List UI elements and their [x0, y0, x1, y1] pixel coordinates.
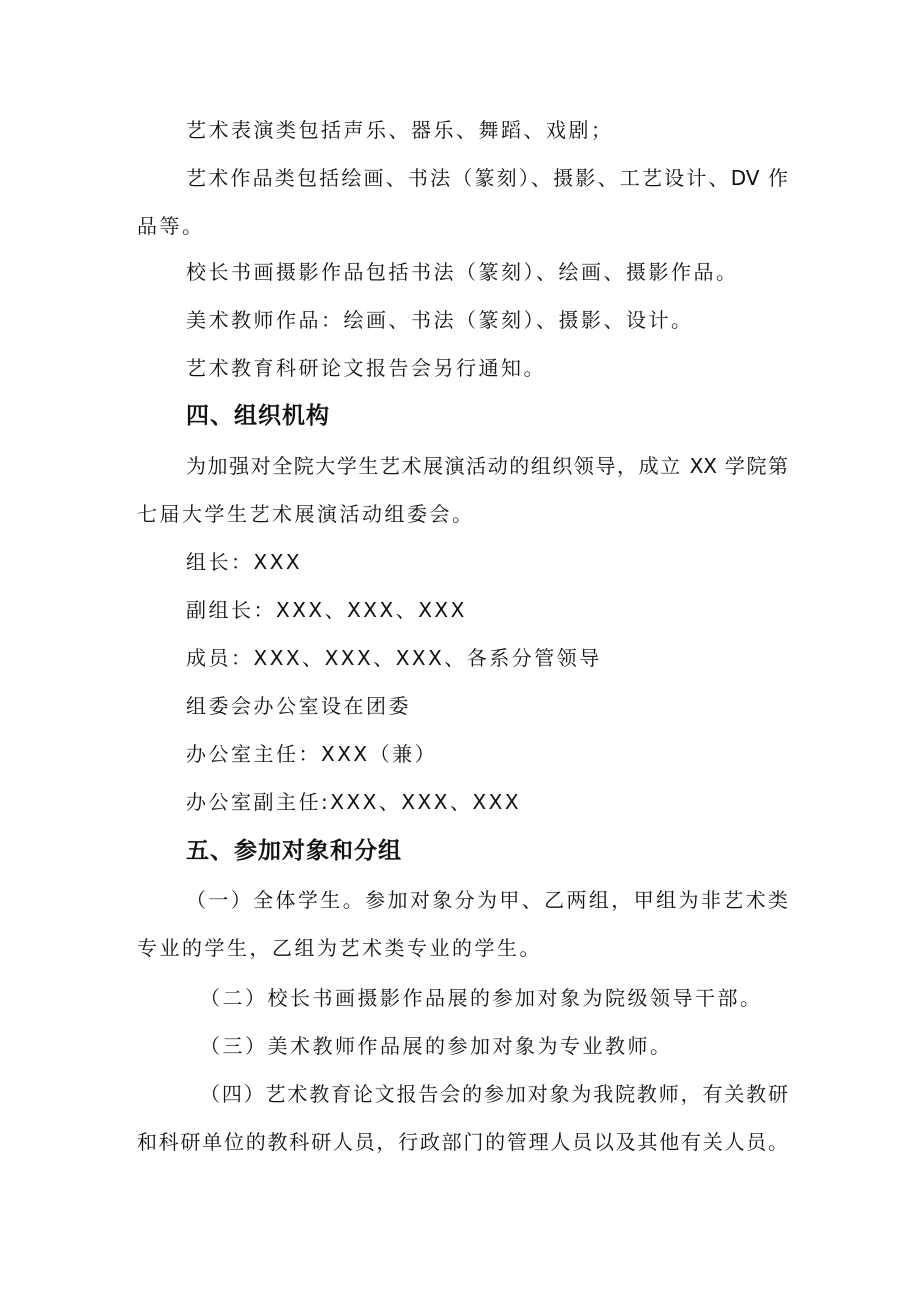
participants-item1-line-2: 专业的学生，乙组为艺术类专业的学生。: [137, 936, 542, 960]
participants-item2-line: （二）校长书画摄影作品展的参加对象为院级领导干部。: [200, 986, 763, 1010]
deputy-leader-line: 副组长：XXX、XXX、XXX: [186, 598, 467, 622]
participants-item3-line: （三）美术教师作品展的参加对象为专业教师。: [200, 1034, 673, 1058]
office-location-line: 组委会办公室设在团委: [186, 694, 411, 718]
participants-item4-line-1: （四）艺术教育论文报告会的参加对象为我院教师，有关教研: [200, 1082, 788, 1106]
participants-item1-line-1: （一）全体学生。参加对象分为甲、乙两组，甲组为非艺术类: [186, 888, 788, 912]
members-line: 成员：XXX、XXX、XXX、各系分管领导: [186, 646, 602, 670]
performance-category-line: 艺术表演类包括声乐、器乐、舞蹈、戏剧；: [186, 118, 614, 142]
works-category-line-1: 艺术作品类包括绘画、书法（篆刻）、摄影、工艺设计、DV 作: [186, 166, 788, 190]
office-deputy-director-line: 办公室副主任:XXX、XXX、XXX: [186, 790, 522, 814]
works-category-line-2: 品等。: [137, 214, 205, 238]
office-director-line: 办公室主任：XXX（兼）: [186, 742, 438, 766]
president-works-line: 校长书画摄影作品包括书法（篆刻）、绘画、摄影作品。: [186, 260, 739, 284]
organization-intro-line-1: 为加强对全院大学生艺术展演活动的组织领导，成立 XX 学院第: [186, 454, 788, 478]
participants-item4-line-2: 和科研单位的教科研人员，行政部门的管理人员以及其他有关人员。: [137, 1130, 788, 1154]
section-four-heading: 四、组织机构: [186, 403, 330, 429]
teacher-works-line: 美术教师作品：绘画、书法（篆刻）、摄影、设计。: [186, 308, 694, 332]
research-report-line: 艺术教育科研论文报告会另行通知。: [186, 356, 546, 380]
organization-intro-line-2: 七届大学生艺术展演活动组委会。: [137, 502, 475, 526]
section-five-heading: 五、参加对象和分组: [186, 838, 402, 864]
leader-line: 组长：XXX: [186, 550, 303, 574]
